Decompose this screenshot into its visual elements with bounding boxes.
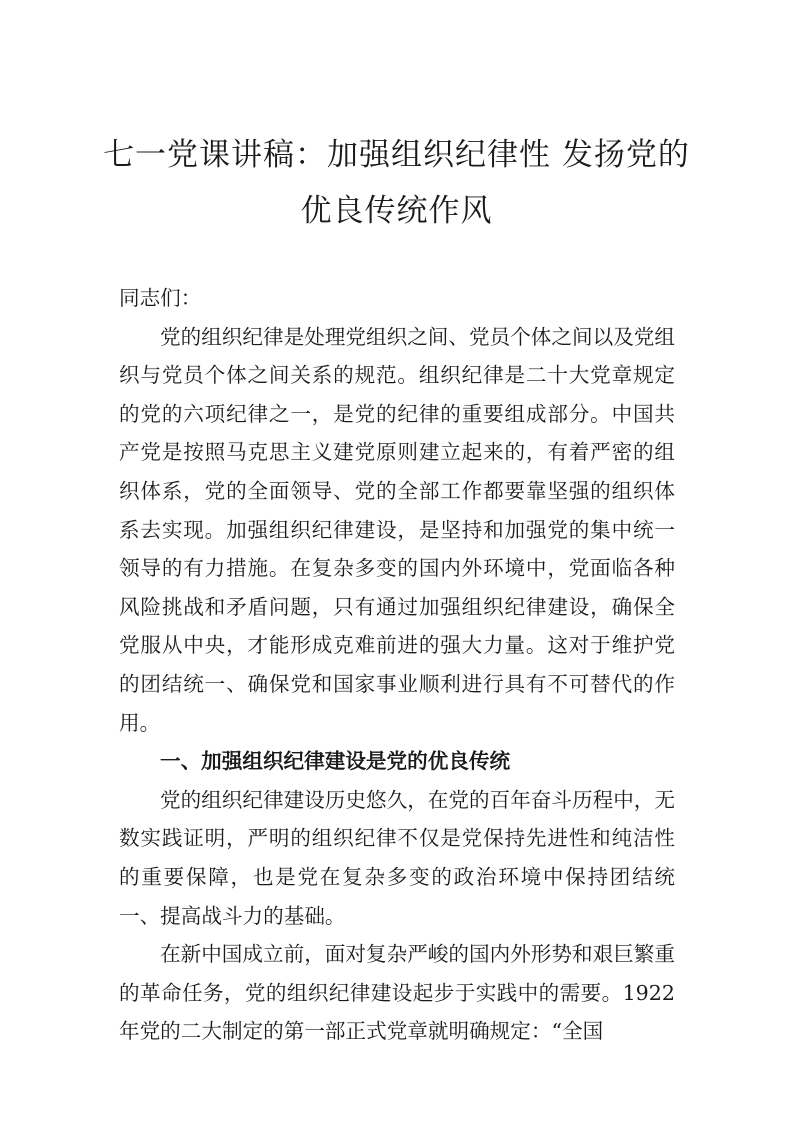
salutation: 同志们：: [119, 286, 202, 310]
document-body: [119, 279, 675, 1051]
paragraph-section1-1: 党的组织纪律建设历史悠久，在党的百年奋斗历程中，无数实践证明，严明的组织纪律不仅是党保持先进性和纯洁性的重要保障，也是党在复杂多变的政治环境中保持团结统一、提高战斗力的基础。: [119, 787, 675, 928]
paragraph-intro: 党的组织纪律是处理党组织之间、党员个体之间以及党组织与党员个体之间关系的规范。组织纪律是二十大党章规定的党的六项纪律之一，是党的纪律的重要组成部分。中国共产党是按照马克思主义建党原则建立起来的，有着严密的组织体系，党的全面领导、党的全部工作都要靠坚强的组织体系去实现。加强组织纪律建设，是坚持和加强党的集中统一领导的有力措施。在复杂多变的国内外环境中，党面临各种风险挑战和矛盾问题，只有通过加强组织纪律建设，确保全党服从中央，才能形成克难前进的强大力量。这对于维护党的团结统一、确保党和国家事业顺利进行具有不可替代的作用。: [119, 324, 675, 735]
document-title-line-1: 七一党课讲稿：加强组织纪律性 发扬党的: [103, 137, 690, 173]
document-title-line-2: 优良传统作风: [300, 193, 493, 229]
section-heading-1: 一、加强组织纪律建设是党的优良传统: [160, 749, 511, 774]
paragraph-section1-2: 在新中国成立前，面对复杂严峻的国内外形势和艰巨繁重的革命任务，党的组织纪律建设起步于实践中的需要。1922年党的二大制定的第一部正式党章就明确规定：“全国: [119, 942, 675, 1044]
